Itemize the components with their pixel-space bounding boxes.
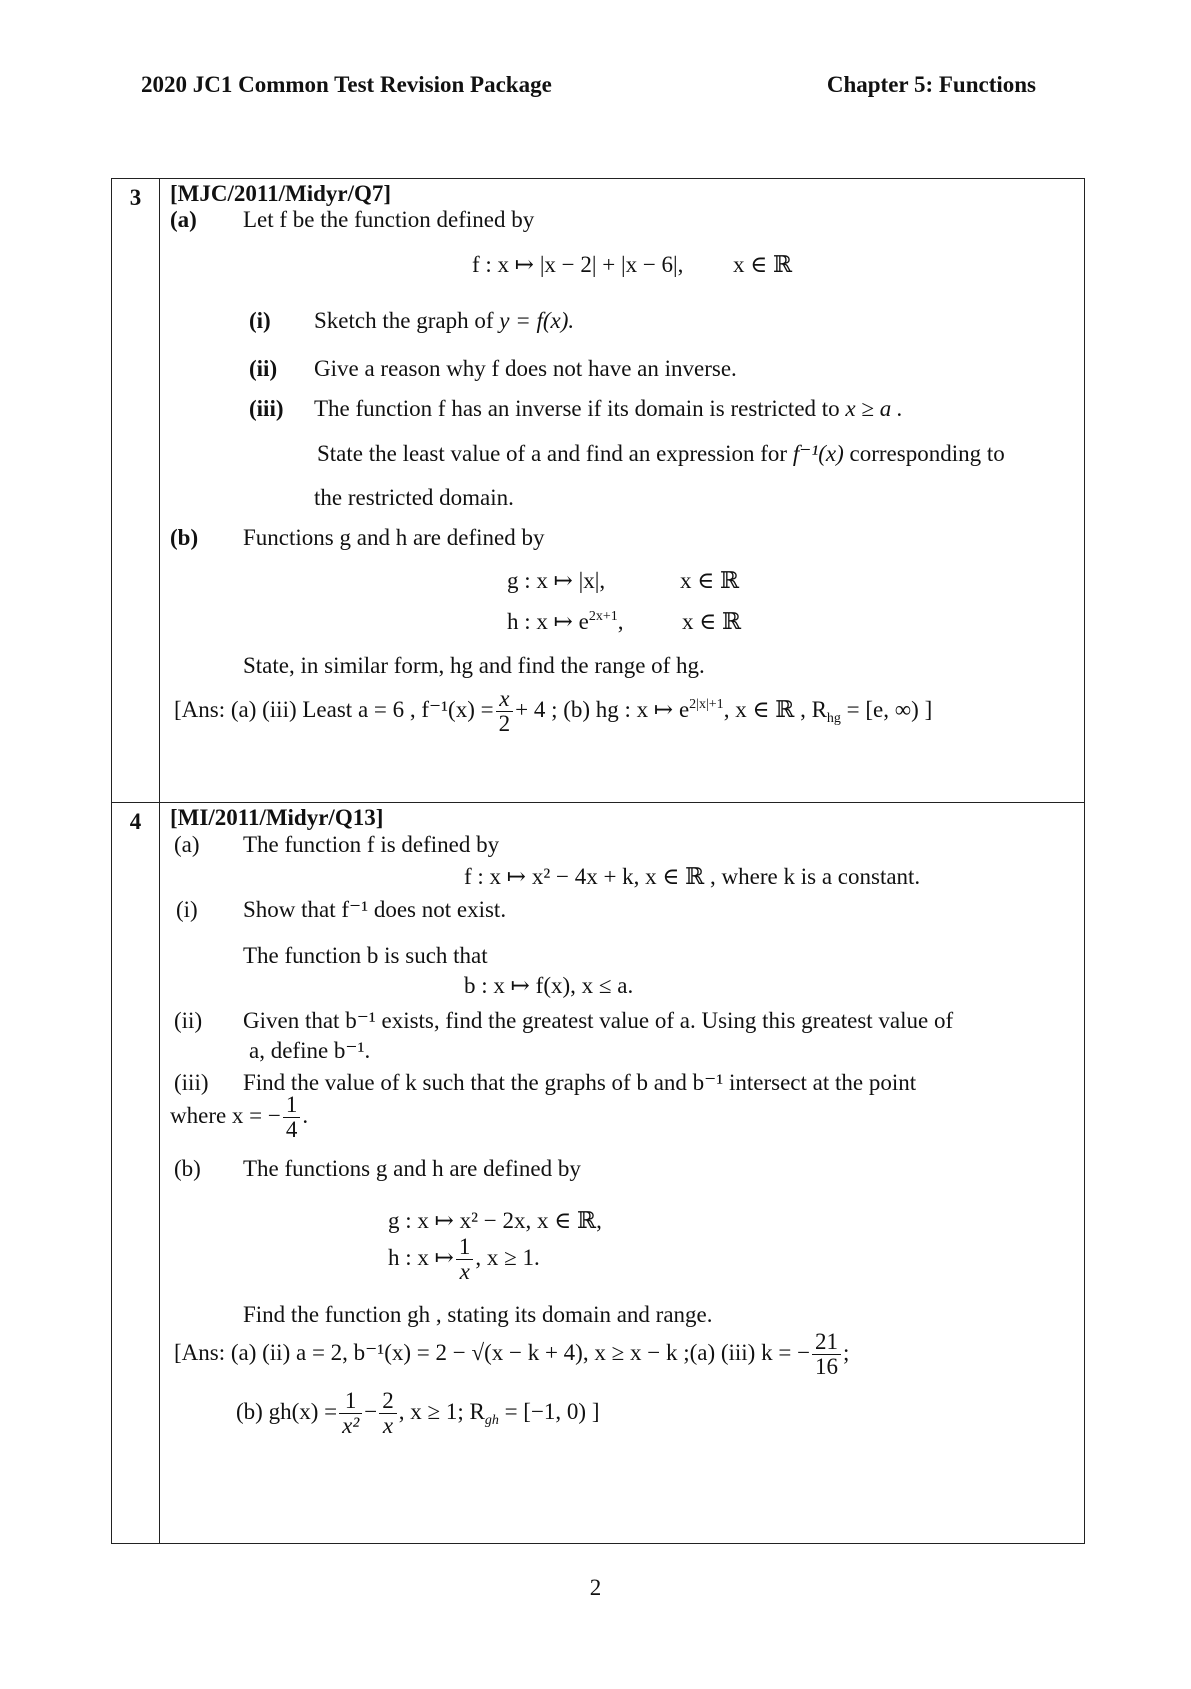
q4-ans2-pre: (b) gh(x) = [236,1398,338,1424]
q4-ii-text-line2: a, define b⁻¹. [249,1038,371,1063]
q3-ii-text: Give a reason why f does not have an inverse. [314,356,737,381]
q4-ii-label: (ii) [174,1008,203,1033]
q3-f-definition: f : x ↦ |x − 2| + |x − 6|, [472,252,684,277]
q3-g-definition: g : x ↦ |x|, [507,568,606,593]
q3-h-exponent: 2x+1 [588,609,618,624]
q3-ans-frac-den: 2 [498,711,511,737]
q3-i-math: y = f(x). [499,308,575,333]
q3-h-definition [507,609,624,635]
q3-iii-text-line2 [317,441,1005,467]
q4-ans1-tail: ; [843,1339,850,1365]
q3-ans-subscript: hg [826,710,841,726]
q3-ans-fraction [496,687,514,736]
q4-h-definition [388,1235,540,1284]
q3-iii-words3: corresponding to [849,441,1005,466]
q4-ii-text: Given that b⁻¹ exists, find the greatest value of a. Using this greatest value of [243,1008,954,1033]
q4-part-b-label: (b) [174,1156,201,1181]
q4-h-post: , x ≥ 1. [475,1244,540,1270]
q4-where-line [170,1093,308,1142]
q4-i-label: (i) [176,897,198,922]
page-number: 2 [589,1575,602,1600]
q3-ii-label: (ii) [249,356,278,381]
q3-h-tail: , [617,609,624,634]
q3-iii-text-line3: the restricted domain. [314,485,514,510]
q4-where-fraction [283,1093,301,1142]
q4-ans2-end: = [−1, 0) ] [504,1398,600,1424]
q3-iii-text [314,396,903,422]
q4-b-definition: b : x ↦ f(x), x ≤ a. [464,973,634,998]
q3-iii-math: x ≥ a . [845,396,903,421]
q4-i-text: Show that f⁻¹ does not exist. [243,897,507,922]
question-3-row [112,179,1085,803]
q3-h-domain: x ∈ ℝ [682,609,742,634]
q4-h-num: 1 [456,1235,474,1260]
q3-f-domain: x ∈ ℝ [733,252,793,277]
q4-ans1-text: [Ans: (a) (ii) a = 2, b⁻¹(x) = 2 − √(x − k + 4), x ≥ x − k ;(a) (iii) k = − [174,1339,811,1365]
q4-f-definition: f : x ↦ x² − 4x + k, x ∈ ℝ , where k is a constant. [464,864,921,889]
q4-part-b-task: Find the function gh , stating its domain and range. [243,1302,713,1327]
q4-part-a-label: (a) [174,832,200,857]
q4-ans2-fraction1 [339,1389,362,1438]
q4-ans2-subscript: gh [484,1412,499,1428]
q4-ans2-tail: , x ≥ 1; R [398,1398,485,1424]
question-4-body [160,803,1085,1544]
q3-part-b-task: State, in similar form, hg and find the range of hg. [243,653,705,678]
q3-ans-exponent: 2|x|+1 [689,696,724,712]
question-3-body [160,179,1085,803]
q3-ans-frac-num: x [496,687,514,712]
q3-source: [MJC/2011/Midyr/Q7] [170,181,392,206]
q4-g-definition: g : x ↦ x² − 2x, x ∈ ℝ, [388,1208,602,1233]
q3-i-label: (i) [249,308,271,333]
q3-ans-part3: + 4 ; (b) hg : x ↦ e [515,696,690,722]
q4-h-fraction [456,1235,474,1284]
question-3-number: 3 [112,179,160,803]
q3-part-a-label: (a) [170,207,197,232]
q3-iii-label: (iii) [249,396,284,421]
q4-ans1-num: 21 [812,1330,841,1355]
q4-ans1-den: 16 [815,1354,839,1380]
q3-answer [174,687,932,736]
q3-g-domain: x ∈ ℝ [680,568,740,593]
q4-where-text: where x = − [170,1102,281,1128]
q4-answer-line1 [174,1330,849,1379]
q4-where-num: 1 [283,1093,301,1118]
q3-part-b-text: Functions g and h are defined by [243,525,545,550]
q3-i-words: Sketch the graph of [314,308,494,333]
questions-table [111,178,1085,1544]
q4-answer-line2 [236,1389,599,1438]
q4-h-pre: h : x ↦ [388,1244,454,1270]
q4-ans2-fraction2 [379,1389,397,1438]
q3-iii-words: The function f has an inverse if its domain is restricted to [314,396,840,421]
q4-where-den: 4 [285,1117,298,1143]
q3-h-base: h : x ↦ e [507,609,589,634]
q4-h-den: x [459,1259,470,1285]
question-4-number: 4 [112,803,160,1544]
q4-ans2-num2: 2 [379,1389,397,1414]
q3-ans-part5: = [e, ∞) ] [846,696,933,722]
q4-ans2-den1: x² [342,1413,360,1439]
q4-iii-text: Find the value of k such that the graphs of b and b⁻¹ intersect at the point [243,1070,917,1095]
q3-part-a-text: Let f be the function defined by [243,207,535,232]
q3-ans-part1: [Ans: (a) (iii) Least [174,696,353,722]
q3-ans-part2: a = 6 , f⁻¹(x) = [357,696,494,722]
q4-source: [MI/2011/Midyr/Q13] [170,805,384,830]
question-4-row [112,803,1085,1544]
q4-ans2-minus: − [364,1398,378,1424]
q4-ans2-den2: x [382,1413,394,1439]
q4-part-a-text: The function f is defined by [243,832,500,857]
q3-i-text [314,308,574,334]
q4-ans1-fraction [812,1330,841,1379]
header-chapter: Chapter 5: Functions [826,72,1036,97]
q3-iii-inverse: f⁻¹(x) [792,441,844,466]
q4-ans2-num1: 1 [339,1389,362,1414]
q3-iii-words2: State the least value of a and find an expression for [317,441,788,466]
q4-where-tail: . [302,1102,309,1128]
q4-iii-label: (iii) [174,1070,209,1095]
q4-part-b-text: The functions g and h are defined by [243,1156,581,1181]
q3-part-b-label: (b) [170,525,199,550]
header-title: 2020 JC1 Common Test Revision Package [141,72,552,97]
q4-b-intro: The function b is such that [243,943,488,968]
q3-ans-part4: , x ∈ ℝ , R [723,696,827,722]
